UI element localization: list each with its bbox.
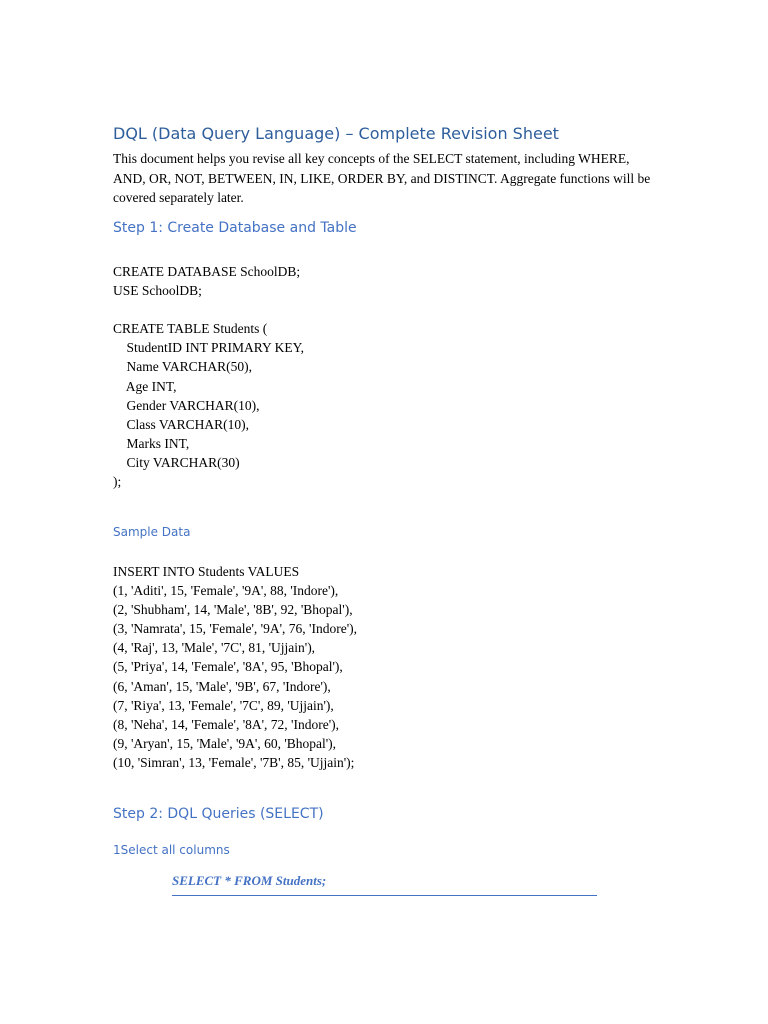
query-item-heading xyxy=(113,843,230,857)
code-line: (3, 'Namrata', 15, 'Female', '9A', 76, 'Indore'), xyxy=(113,621,358,637)
insert-values-code-block xyxy=(113,562,357,772)
code-line: (9, 'Aryan', 15, 'Male', '9A', 60, 'Bhopal'), xyxy=(113,735,337,751)
select-all-query: SELECT * FROM Students; xyxy=(172,873,327,888)
document-title: DQL (Data Query Language) – Complete Revision Sheet xyxy=(113,124,559,143)
intro-paragraph: This document helps you revise all key concepts of the SELECT statement, including WHERE, AND, OR, NOT, BETWEEN, IN, LIKE, ORDER BY, and DISTINCT. Aggregate functions will be covered separately later. xyxy=(113,151,651,205)
item-label: Select all columns xyxy=(120,843,230,857)
code-line: (5, 'Priya', 14, 'Female', '8A', 95, 'Bhopal'), xyxy=(113,659,343,675)
code-line: Name VARCHAR(50), xyxy=(113,359,253,375)
query-box xyxy=(172,873,597,896)
code-line: USE SchoolDB; xyxy=(113,283,202,299)
code-line: Class VARCHAR(10), xyxy=(113,416,250,432)
code-line: INSERT INTO Students VALUES xyxy=(113,564,300,579)
code-line: (4, 'Raj', 13, 'Male', '7C', 81, 'Ujjain'), xyxy=(113,640,316,656)
code-line: Marks INT, xyxy=(113,435,190,451)
sample-data-heading: Sample Data xyxy=(113,525,191,539)
code-line: CREATE TABLE Students ( xyxy=(113,321,268,337)
code-line: (8, 'Neha', 14, 'Female', '8A', 72, 'Indore'), xyxy=(113,716,340,732)
code-line: (1, 'Aditi', 15, 'Female', '9A', 88, 'Indore'), xyxy=(113,583,339,599)
code-line: CREATE DATABASE SchoolDB; xyxy=(113,264,301,279)
code-line: ); xyxy=(113,474,122,490)
create-table-code-block xyxy=(113,262,304,491)
code-line: Gender VARCHAR(10), xyxy=(113,397,260,413)
code-line: StudentID INT PRIMARY KEY, xyxy=(113,340,305,356)
code-line: (6, 'Aman', 15, 'Male', '9B', 67, 'Indore'), xyxy=(113,678,331,694)
code-line: City VARCHAR(30) xyxy=(113,454,240,470)
item-number: 1 xyxy=(113,843,121,857)
document-page xyxy=(113,0,658,1024)
code-line: (7, 'Riya', 13, 'Female', '7C', 89, 'Ujjain'), xyxy=(113,697,334,713)
code-line xyxy=(113,300,304,319)
code-line: (10, 'Simran', 13, 'Female', '7B', 85, 'Ujjain'); xyxy=(113,754,355,770)
step1-heading: Step 1: Create Database and Table xyxy=(113,220,357,236)
step2-heading: Step 2: DQL Queries (SELECT) xyxy=(113,806,324,822)
code-line: (2, 'Shubham', 14, 'Male', '8B', 92, 'Bhopal'), xyxy=(113,602,353,618)
code-line: Age INT, xyxy=(113,378,177,394)
